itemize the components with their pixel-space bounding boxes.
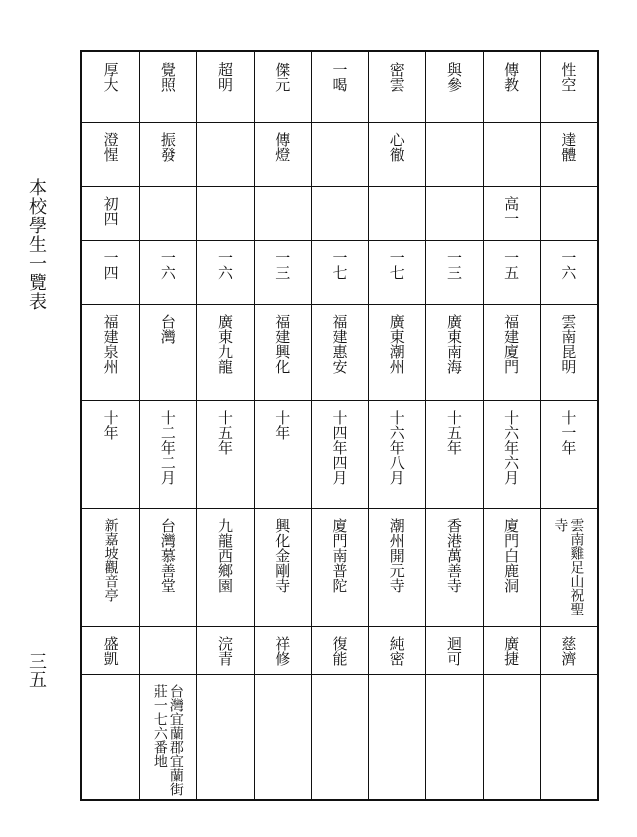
- cell-native: 廣東南海: [444, 314, 463, 374]
- cell-monastery: 台灣慕善堂: [158, 518, 177, 593]
- cell-name: 覺照: [158, 62, 177, 92]
- cell-enrolled: 十六年八月: [387, 410, 406, 485]
- cell-enrolled: 十六年六月: [502, 410, 521, 485]
- cell-age: 一七: [387, 250, 406, 280]
- cell-age: 一七: [330, 250, 349, 280]
- cell-master: 慈濟: [559, 636, 578, 666]
- cell-enrolled: 十年: [101, 410, 120, 440]
- cell-enrolled: 十年: [273, 410, 292, 440]
- cell-name: 性空: [559, 62, 578, 92]
- cell-grade: 初四: [101, 196, 120, 226]
- cell-monastery: 雲南雞足山祝聖寺: [552, 518, 585, 616]
- cell-alias: 傳燈: [273, 132, 292, 162]
- cell-monastery: 潮州開元寺: [387, 518, 406, 593]
- cell-native: 廣東九龍: [216, 314, 235, 374]
- cell-name: 一喝: [330, 62, 349, 92]
- cell-monastery: 興化金剛寺: [273, 518, 292, 593]
- student-table: [80, 50, 599, 801]
- cell-age: 一六: [158, 250, 177, 280]
- cell-age: 一六: [216, 250, 235, 280]
- cell-enrolled: 十一年: [559, 410, 578, 455]
- cell-monastery: 廈門白鹿洞: [502, 518, 521, 593]
- cell-alias: 達體: [559, 132, 578, 162]
- cell-master: 廣捷: [502, 636, 521, 666]
- cell-monastery: 香港萬善寺: [444, 518, 463, 593]
- cell-master: 祥修: [273, 636, 292, 666]
- page-number: 三五: [26, 652, 47, 688]
- cell-alias: 澄惺: [101, 132, 120, 162]
- cell-master: 復能: [330, 636, 349, 666]
- cell-name: 與參: [444, 62, 463, 92]
- cell-master: 純密: [387, 636, 406, 666]
- cell-native: 台灣: [158, 314, 177, 344]
- cell-native: 福建廈門: [502, 314, 521, 374]
- cell-enrolled: 十五年: [444, 410, 463, 455]
- cell-master: 迴可: [444, 636, 463, 666]
- cell-alias: 振發: [158, 132, 177, 162]
- cell-native: 福建興化: [273, 314, 292, 374]
- cell-native: 雲南昆明: [559, 314, 578, 374]
- cell-alias: 心徹: [387, 132, 406, 162]
- cell-address: 台灣宜蘭郡宜蘭街莊一七六番地: [151, 684, 184, 796]
- cell-enrolled: 十四年四月: [330, 410, 349, 485]
- cell-master: 盛凱: [101, 636, 120, 666]
- side-title: 本校學生一覽表: [26, 178, 47, 311]
- cell-native: 福建泉州: [101, 314, 120, 374]
- cell-name: 傳教: [502, 62, 521, 92]
- cell-master: 浣青: [216, 636, 235, 666]
- cell-age: 一六: [559, 250, 578, 280]
- cell-age: 一四: [101, 250, 120, 280]
- cell-age: 一五: [502, 250, 521, 280]
- cell-age: 一三: [273, 250, 292, 280]
- cell-monastery: 九龍西鄉園: [216, 518, 235, 593]
- cell-age: 一三: [444, 250, 463, 280]
- cell-native: 廣東潮州: [387, 314, 406, 374]
- cell-name: 密雲: [387, 62, 406, 92]
- cell-monastery: 廈門南普陀: [330, 518, 349, 593]
- cell-monastery: 新嘉坡觀音亭: [102, 518, 119, 602]
- cell-name: 傑元: [273, 62, 292, 92]
- cell-name: 厚大: [101, 62, 120, 92]
- cell-name: 超明: [216, 62, 235, 92]
- cell-enrolled: 十五年: [216, 410, 235, 455]
- cell-grade: 高一: [502, 196, 521, 226]
- cell-enrolled: 十二年二月: [158, 410, 177, 485]
- cell-native: 福建惠安: [330, 314, 349, 374]
